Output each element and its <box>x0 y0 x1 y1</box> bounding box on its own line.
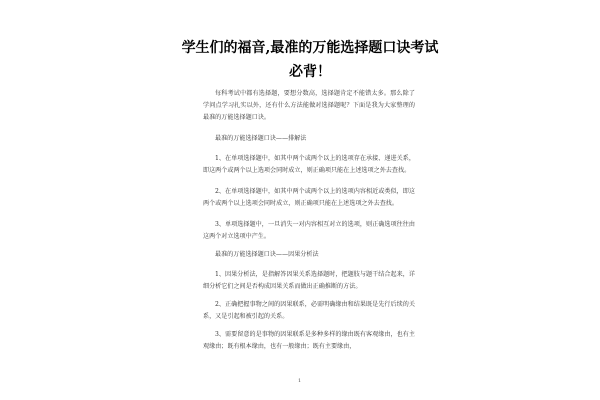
exclusion-rule-1: 1、在单项选择题中，如其中两个或两个以上的选项存在承接、递进关系，即这两个或两个以上选项会同时成立，则正确项只能在上述选项之外去查找。 <box>203 155 415 174</box>
causal-rule-3: 3、需要留意的是事物的因果联系是多种多样的缘由既有客观缘由，也有主观缘由；既有根本缘由，也有一般缘由；既有主要缘由， <box>203 331 415 350</box>
section-heading-causal-analysis: 最准的万能选择题口诀——因果分析法 <box>215 251 319 258</box>
causal-rule-1: 1、因果分析法，是指解答因果关系选择题时，把题肢与题干结合起来，详细分析它们之间是否构成因果关系而做出正确推断的方法。 <box>203 271 415 290</box>
intro-paragraph: 每科考试中都有选择题，要想分数高，选择题肯定不能错太多。那么除了学问点学习扎实以外，还有什么方法能做对选择题呢？下面是我为大家整理的最准的万能选择题口诀。 <box>203 90 415 121</box>
page-number: 1 <box>298 378 302 384</box>
document-title-line-1: 学生们的福音,最准的万能选择题口诀考试 <box>181 40 439 56</box>
exclusion-rule-2: 2、在单项选择题中，如其中两个或两个以上的选项内容相近或类似，即这两个或两个以上选项会同时成立，则正确项只能在上述选项之外去查找。 <box>203 188 415 207</box>
document-title-line-2: 必背！ <box>289 64 331 80</box>
exclusion-rule-3: 3、单项选择题中，一旦消失一对内容相互对立的选项，则正确选项往往由这两个对立选项中产生。 <box>203 221 415 240</box>
document-body <box>203 88 415 359</box>
section-heading-exclusion-method: 最准的万能选择题口诀——排解法 <box>215 135 307 142</box>
causal-rule-2: 2、正确把握事物之间的因果联系，必需明确缘由和结果既是先行后续的关系，又是引起和被引起的关系。 <box>203 301 415 320</box>
